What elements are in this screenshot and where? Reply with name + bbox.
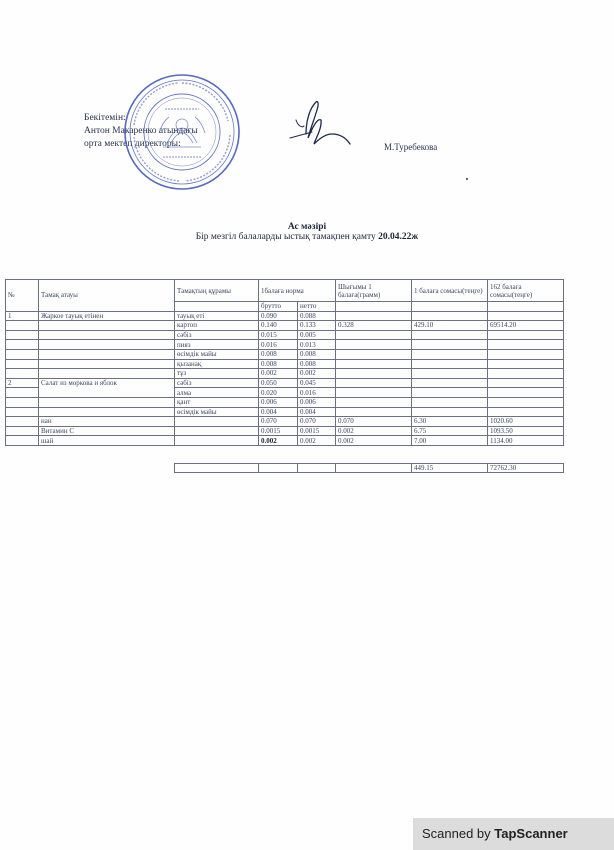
row-netto: 0.045 [298, 378, 336, 388]
scanner-watermark [413, 818, 614, 850]
row-ingredient: сәбіз [175, 378, 259, 388]
official-seal [123, 73, 241, 191]
row-brutto: 0.004 [259, 407, 298, 417]
totals-row [6, 463, 564, 472]
watermark-prefix: Scanned by [422, 826, 495, 841]
row-netto: 0.133 [298, 321, 336, 331]
row-netto: 0.005 [298, 330, 336, 340]
table-row [6, 330, 564, 340]
row-ingredient: картоп [175, 321, 259, 331]
signer-name: М.Туребекова [384, 142, 438, 152]
row-yield [336, 340, 412, 350]
header-cost-1: 1 балаға сомасы(теңге) [412, 280, 488, 302]
approval-line-3: орта мектеп директоры: [84, 139, 181, 149]
row-yield [336, 349, 412, 359]
menu-subtitle-text: Бір мезгіл балаларды ыстық тамақпен қамту [195, 232, 376, 242]
row-num [6, 407, 39, 417]
row-cost-1: 6.30 [412, 417, 488, 427]
row-ingredient: тұз [175, 369, 259, 379]
row-ingredient: тауық еті [175, 311, 259, 321]
row-cost-162 [488, 349, 564, 359]
row-netto: 0.008 [298, 349, 336, 359]
row-brutto: 0.140 [259, 321, 298, 331]
row-cost-1 [412, 330, 488, 340]
row-ingredient: пияз [175, 340, 259, 350]
row-dish: Жаркое тауық етінен [39, 311, 175, 321]
row-cost-162: 1134.00 [488, 436, 564, 446]
totals-empty [6, 463, 39, 472]
row-yield: 0.070 [336, 417, 412, 427]
row-cost-162 [488, 388, 564, 398]
row-cost-162 [488, 359, 564, 369]
row-ingredient: алма [175, 388, 259, 398]
subheader-empty [336, 302, 412, 312]
row-ingredient: сәбіз [175, 330, 259, 340]
row-dish [39, 321, 175, 331]
row-cost-1: 6.75 [412, 426, 488, 436]
row-ingredient: өсімдік майы [175, 407, 259, 417]
totals-empty [298, 463, 336, 472]
table-row [6, 321, 564, 331]
row-brutto: 0.090 [259, 311, 298, 321]
stray-mark [466, 178, 468, 180]
header-norm: 1балаға норма [259, 280, 336, 302]
row-netto: 0.002 [298, 436, 336, 446]
row-brutto: 0.006 [259, 397, 298, 407]
row-num: 2 [6, 378, 39, 388]
row-num [6, 321, 39, 331]
row-num [6, 349, 39, 359]
row-cost-162 [488, 311, 564, 321]
row-cost-162 [488, 330, 564, 340]
menu-table [5, 279, 564, 473]
header-dish: Тамақ атауы [39, 280, 175, 312]
row-cost-162: 69514.20 [488, 321, 564, 331]
approval-line-1: Бекітемін: [84, 113, 126, 123]
row-yield: 0.002 [336, 436, 412, 446]
row-dish: шай [39, 436, 175, 446]
row-dish [39, 407, 175, 417]
row-cost-1: 429.10 [412, 321, 488, 331]
row-dish [39, 340, 175, 350]
totals-empty [259, 463, 298, 472]
row-cost-162: 1093.50 [488, 426, 564, 436]
row-cost-1 [412, 311, 488, 321]
table-row [6, 359, 564, 369]
menu-date: 20.04.22ж [378, 232, 419, 242]
row-yield: 0.328 [336, 321, 412, 331]
total-cost-162: 72762.30 [488, 463, 564, 472]
subheader-empty [488, 302, 564, 312]
row-num [6, 397, 39, 407]
row-cost-162 [488, 397, 564, 407]
row-cost-1 [412, 340, 488, 350]
table-row [6, 407, 564, 417]
menu-subtitle [0, 232, 614, 242]
row-num [6, 340, 39, 350]
table-row [6, 311, 564, 321]
watermark-brand: TapScanner [494, 826, 568, 841]
table-row [6, 417, 564, 427]
totals-empty [39, 463, 175, 472]
totals-empty [175, 463, 259, 472]
row-cost-162 [488, 340, 564, 350]
row-yield [336, 359, 412, 369]
row-brutto: 0.008 [259, 349, 298, 359]
row-dish [39, 359, 175, 369]
row-yield [336, 397, 412, 407]
row-cost-1 [412, 397, 488, 407]
row-cost-162 [488, 407, 564, 417]
table-row [6, 397, 564, 407]
row-netto: 0.008 [298, 359, 336, 369]
row-netto: 0.013 [298, 340, 336, 350]
approval-line-2: Антон Макаренко атындағы [84, 126, 198, 136]
row-netto: 0.002 [298, 369, 336, 379]
row-brutto: 0.0015 [259, 426, 298, 436]
table-row [6, 378, 564, 388]
row-netto: 0.070 [298, 417, 336, 427]
row-ingredient: қызанақ [175, 359, 259, 369]
row-netto: 0.004 [298, 407, 336, 417]
row-dish [39, 369, 175, 379]
director-signature [288, 98, 352, 160]
header-num: № [6, 280, 39, 312]
row-num [6, 369, 39, 379]
row-ingredient: қант [175, 397, 259, 407]
row-cost-162 [488, 378, 564, 388]
row-cost-1 [412, 349, 488, 359]
header-yield: Шығымы 1 балаға(грамм) [336, 280, 412, 302]
totals-empty [336, 463, 412, 472]
row-num [6, 417, 39, 427]
row-cost-1 [412, 369, 488, 379]
header-netto: нетто [298, 302, 336, 312]
table-row [6, 426, 564, 436]
header-brutto: брутто [259, 302, 298, 312]
row-brutto: 0.015 [259, 330, 298, 340]
row-num [6, 359, 39, 369]
row-dish: Витамин С [39, 426, 175, 436]
row-dish [39, 397, 175, 407]
row-yield [336, 378, 412, 388]
subheader-empty [412, 302, 488, 312]
row-dish [39, 349, 175, 359]
row-netto: 0.0015 [298, 426, 336, 436]
row-num: 1 [6, 311, 39, 321]
row-cost-162 [488, 369, 564, 379]
row-num [6, 426, 39, 436]
row-dish [39, 330, 175, 340]
row-cost-1 [412, 378, 488, 388]
row-brutto: 0.070 [259, 417, 298, 427]
row-yield [336, 407, 412, 417]
header-row [6, 280, 564, 302]
row-cost-1 [412, 407, 488, 417]
row-num [6, 388, 39, 398]
row-ingredient [175, 436, 259, 446]
row-yield [336, 330, 412, 340]
row-num [6, 330, 39, 340]
row-cost-1: 7.00 [412, 436, 488, 446]
row-cost-1 [412, 359, 488, 369]
row-cost-1 [412, 388, 488, 398]
watermark-text [422, 826, 568, 841]
total-cost-1: 449.15 [412, 463, 488, 472]
row-netto: 0.088 [298, 311, 336, 321]
row-ingredient: өсімдік майы [175, 349, 259, 359]
table-row [6, 436, 564, 446]
subheader-empty [175, 302, 259, 312]
row-netto: 0.016 [298, 388, 336, 398]
table-row [6, 340, 564, 350]
row-brutto: 0.002 [259, 369, 298, 379]
header-composition: Тамақтың құрамы [175, 280, 259, 302]
spacer-row [6, 445, 564, 463]
table-row [6, 349, 564, 359]
row-dish: Салат из моркова и яблок [39, 378, 175, 397]
row-yield: 0.002 [336, 426, 412, 436]
row-yield [336, 369, 412, 379]
row-brutto: 0.008 [259, 359, 298, 369]
row-brutto: 0.050 [259, 378, 298, 388]
row-brutto: 0.016 [259, 340, 298, 350]
row-yield [336, 311, 412, 321]
header-cost-162: 162 балаға сомасы(теңге) [488, 280, 564, 302]
row-dish: нан [39, 417, 175, 427]
menu-title: Ас мәзірі [287, 222, 327, 232]
row-ingredient [175, 426, 259, 436]
row-netto: 0.006 [298, 397, 336, 407]
table-row [6, 369, 564, 379]
row-ingredient [175, 417, 259, 427]
row-brutto: 0.020 [259, 388, 298, 398]
row-yield [336, 388, 412, 398]
row-brutto: 0.002 [259, 436, 298, 446]
row-cost-162: 1020.60 [488, 417, 564, 427]
spacer-cell [6, 445, 564, 463]
row-num [6, 436, 39, 446]
